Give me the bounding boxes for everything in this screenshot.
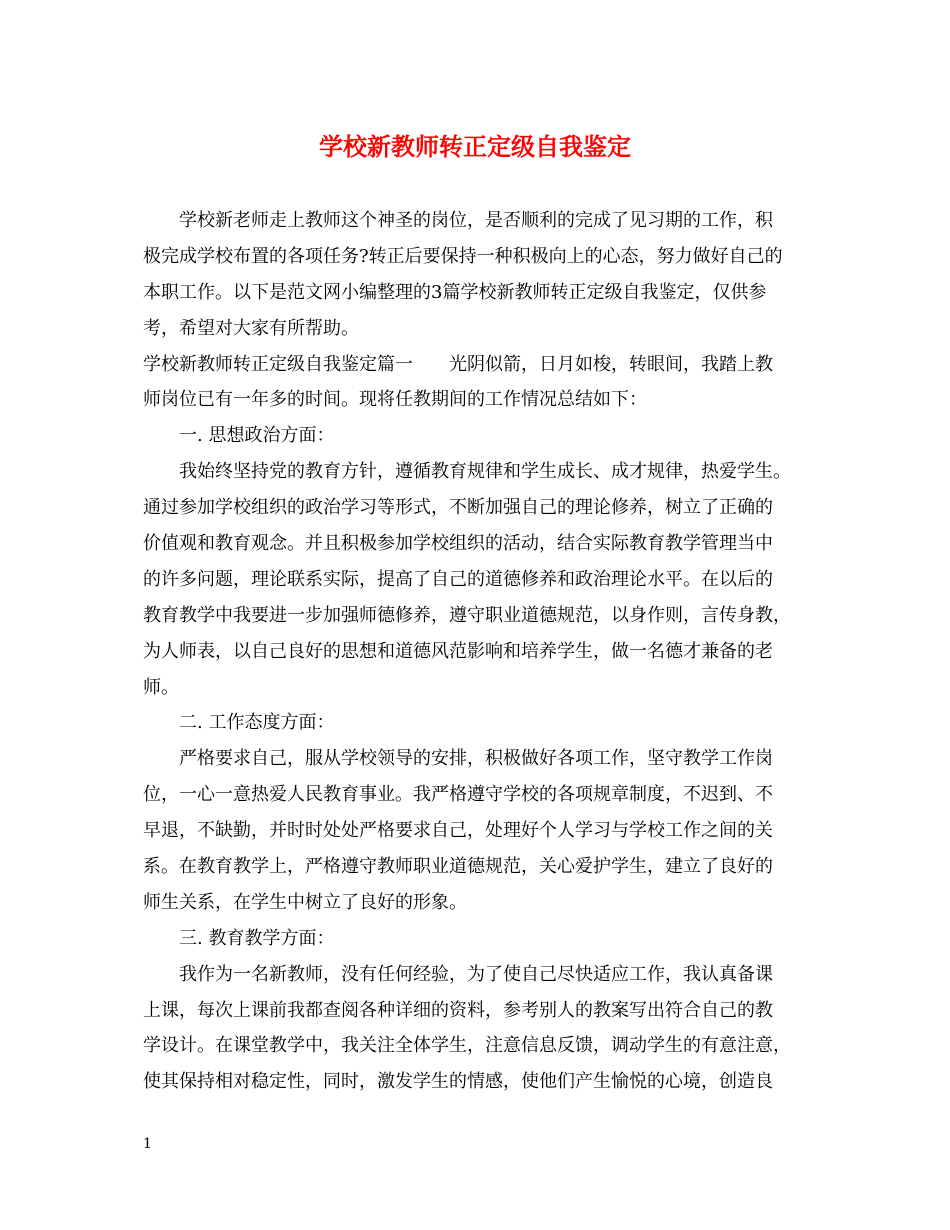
page-number: 1 [143, 1136, 152, 1152]
paragraph-line: 使其保持相对稳定性，同时，激发学生的情感，使他们产生愉悦的心境，创造良 [143, 1071, 773, 1093]
paragraph-line: 上课，每次上课前我都查阅各种详细的资料，参考别人的教案写出符合自己的教 [143, 999, 773, 1021]
paragraph-line: 学校新老师走上教师这个神圣的岗位，是否顺利的完成了见习期的工作，积 [179, 210, 773, 231]
document-title: 学校新教师转正定级自我鉴定 [319, 132, 631, 161]
section-heading: 一. 思想政治方面： [179, 425, 335, 447]
section-heading: 二. 工作态度方面： [179, 712, 335, 734]
paragraph-line: 考，希望对大家有所帮助。 [143, 317, 359, 339]
paragraph-line: 位，一心一意热爱人民教育事业。我严格遵守学校的各项规章制度，不迟到、不 [143, 784, 773, 806]
paragraph-line: 系。在教育教学上，严格遵守教师职业道德规范，关心爱护学生，建立了良好的 [143, 856, 773, 878]
paragraph-line: 价值观和教育观念。并且积极参加学校组织的活动，结合实际教育教学管理当中 [143, 533, 773, 555]
paragraph-line: 师。 [143, 676, 179, 698]
paragraph-line: 我始终坚持党的教育方针，遵循教育规律和学生成长、成才规律，热爱学生。 [179, 461, 791, 483]
paragraph-line: 我作为一名新教师，没有任何经验，为了使自己尽快适应工作，我认真备课 [179, 963, 773, 985]
paragraph-line: 学校新教师转正定级自我鉴定篇一 光阴似箭，日月如梭，转眼间，我踏上教 [143, 353, 773, 375]
paragraph-line: 教育教学中我要进一步加强师德修养，遵守职业道德规范，以身作则，言传身教， [143, 604, 791, 626]
paragraph-line: 本职工作。以下是范文网小编整理的3篇学校新教师转正定级自我鉴定，仅供参 [143, 281, 767, 303]
paragraph-line: 为人师表，以自己良好的思想和道德风范影响和培养学生，做一名德才兼备的老 [143, 640, 773, 662]
paragraph-line: 学设计。在课堂教学中，我关注全体学生，注意信息反馈，调动学生的有意注意， [143, 1035, 791, 1057]
paragraph-line: 早退，不缺勤，并时时处处严格要求自己，处理好个人学习与学校工作之间的关 [143, 820, 773, 842]
paragraph-line: 师岗位已有一年多的时间。现将任教期间的工作情况总结如下： [143, 389, 647, 411]
document-body [143, 203, 823, 1100]
section-heading: 三. 教育教学方面： [179, 927, 335, 949]
paragraph-line: 严格要求自己，服从学校领导的安排，积极做好各项工作，坚守教学工作岗 [179, 748, 773, 770]
paragraph-line: 师生关系，在学生中树立了良好的形象。 [143, 891, 467, 913]
paragraph-line: 通过参加学校组织的政治学习等形式，不断加强自己的理论修养，树立了正确的 [143, 497, 773, 519]
paragraph-line: 的许多问题，理论联系实际，提高了自己的道德修养和政治理论水平。在以后的 [143, 568, 773, 590]
paragraph-line: 极完成学校布置的各项任务?转正后要保持一种积极向上的心态，努力做好自己的 [143, 245, 783, 267]
